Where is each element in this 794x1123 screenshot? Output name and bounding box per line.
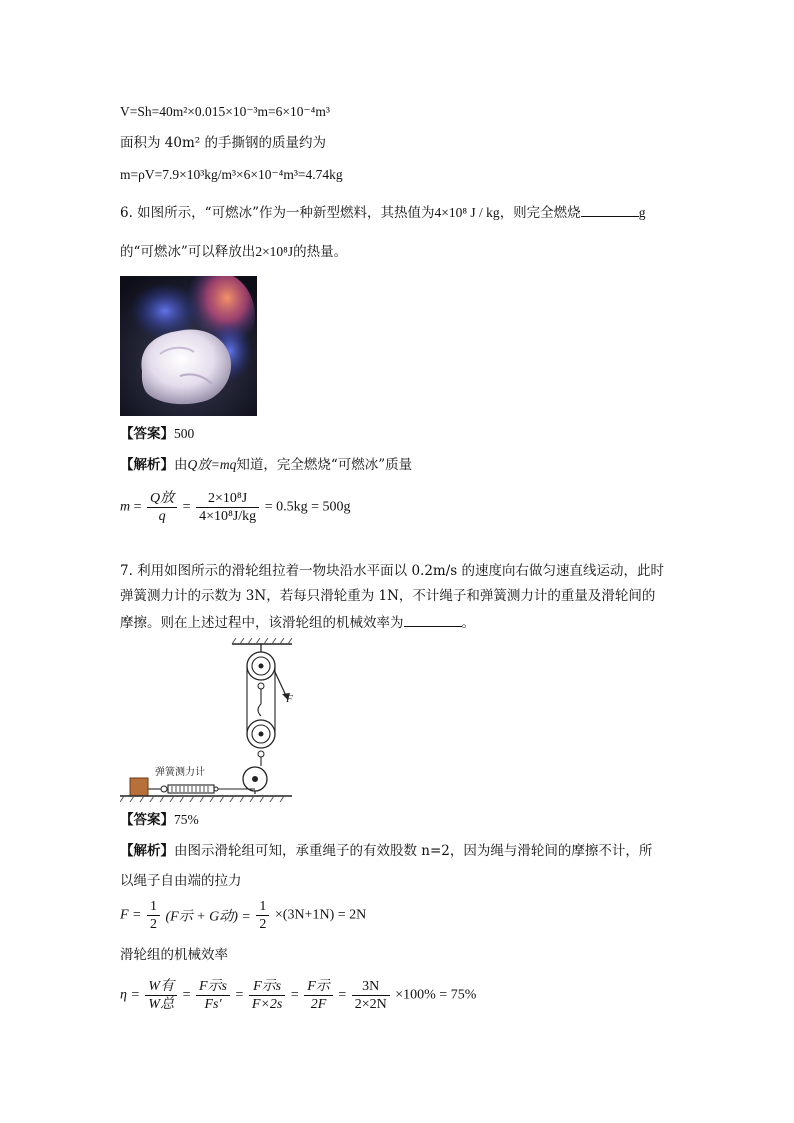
q6-part2: ，则完全燃烧 xyxy=(499,205,581,221)
q6-answer-value: 500 xyxy=(174,426,195,441)
q6-analysis-formula: Q放=mq xyxy=(187,457,237,472)
q6-answer-label: 【答案】 xyxy=(120,426,174,442)
q7-equation-efficiency: η = $\frac{\text{W有}}{\text{W总}}$ = $\frac{\text{F示s}}{Fs'}$ = $\frac{\text{F示s}}{F\times 2s}$ = $\frac{\text{F示}}{2F}$ = $\frac{3N}{2\times 2N}$ ×100% = 75% xyxy=(120,979,477,1012)
q6-heat-value: 4×10⁸ J / kg xyxy=(434,205,500,220)
q7-equation-force: F = $\frac{1}{2}$ (F示 + G动) = $\frac{1}{2}$ ×(3N+1N) = 2N xyxy=(120,899,367,932)
q7-analysis-label: 【解析】 xyxy=(120,843,174,859)
q6-answer-blank xyxy=(581,202,639,217)
combustible-ice-photo xyxy=(120,276,257,416)
q7-answer-label: 【答案】 xyxy=(120,812,174,828)
q7-answer xyxy=(120,811,199,829)
q6-line2 xyxy=(120,243,347,261)
q6-eq-frac1: $\frac{\text{Q放}}{q}$ xyxy=(147,490,177,525)
pulley-system-diagram xyxy=(120,638,295,803)
q7-answer-value: 75% xyxy=(174,812,199,827)
q7-line3: 摩擦。则在上述过程中，该滑轮组的机械效率为 。 xyxy=(120,612,475,632)
q6-eq-lhs: m xyxy=(120,499,131,515)
efficiency-label: 滑轮组的机械效率 xyxy=(120,947,228,963)
mass-intro: 面积为 40m² 的手撕钢的质量约为 xyxy=(120,135,326,151)
q6-equation: m = $\frac{\text{Q放}}{q}$ = $\frac{\text{2×10⁸J}}{\text{4×10⁸J/kg}}$ = 0.5kg = 500g xyxy=(120,491,351,524)
q6-part3: 的“可燃冰”可以释放出 xyxy=(120,244,256,260)
q7-analysis-line2: 以绳子自由端的拉力 xyxy=(120,873,242,889)
q7-line2: 弹簧测力计的示数为 3N，若每只滑轮重为 1N，不计绳子和弹簧测力计的重量及滑轮间的 xyxy=(120,588,656,604)
q6-analysis-label: 【解析】 xyxy=(120,457,174,473)
q6-eq-frac2: $\frac{\text{2×10⁸J}}{\text{4×10⁸J/kg}}$ xyxy=(196,490,259,525)
spring-scale-label: 弹簧测力计 xyxy=(155,767,205,778)
q6-part1: 6. 如图所示，“可燃冰”作为一种新型燃料，其热值为 xyxy=(120,205,435,221)
q6-eq-result: = 0.5kg = 500g xyxy=(264,499,351,515)
force-label: F xyxy=(286,693,293,705)
q6-unit: g xyxy=(638,205,646,220)
q6-analysis-text2: 知道，完全燃烧“可燃冰”质量 xyxy=(236,457,413,473)
q7-line1: 7. 利用如图所示的滑轮组拉着一物块沿水平面以 0.2m/s 的速度向右做匀速直线运动，此时 xyxy=(120,563,665,579)
q6-energy: 2×10⁸J xyxy=(255,244,294,259)
q6-answer xyxy=(120,425,194,443)
q6-analysis xyxy=(120,456,412,474)
q7-analysis-line1: 【解析】由图示滑轮组可知，承重绳子的有效股数 n=2，因为绳与滑轮间的摩擦不计，所 xyxy=(120,843,653,859)
volume-formula: V=Sh=40m²×0.015×10⁻³m=6×10⁻⁴m³ xyxy=(120,104,330,119)
q6-line1 xyxy=(120,202,645,222)
mass-formula: m=ρV=7.9×10³kg/m³×6×10⁻⁴m³=4.74kg xyxy=(120,167,343,182)
q7-answer-blank xyxy=(404,612,462,627)
q6-part4: 的热量。 xyxy=(293,244,348,260)
q6-analysis-text1: 由 xyxy=(174,457,188,473)
